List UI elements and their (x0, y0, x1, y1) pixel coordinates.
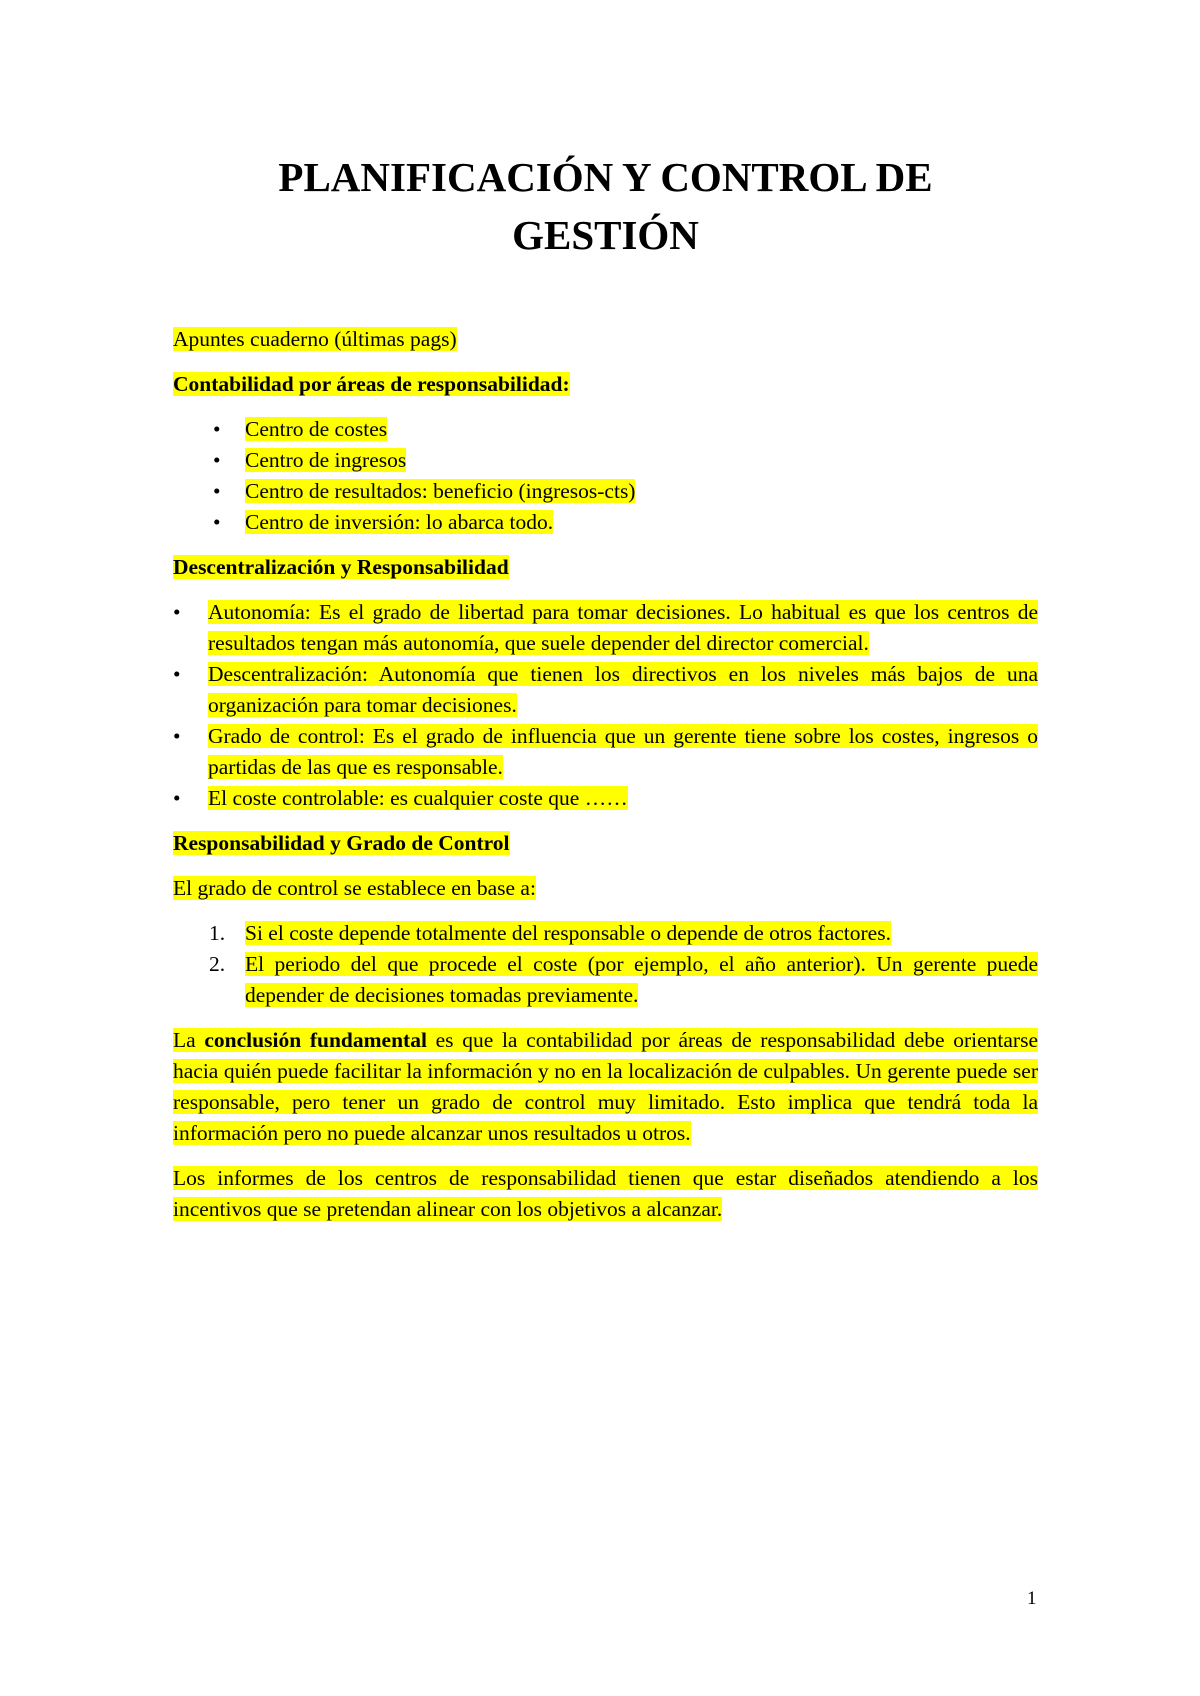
conclusion-rest: es que la contabilidad por áreas de responsabilidad debe orientarse hacia quién puede facilitar la información y no en la localización de culpables. Un gerente puede ser responsable, pero tener un grado de control muy limitado. Esto implica que tendrá toda la información pero no puede alcanzar unos resultados u otros. (173, 1028, 1038, 1145)
conclusion-paragraph (173, 1025, 1038, 1149)
list-item (173, 918, 1038, 949)
list-item-text: El coste controlable: es cualquier coste que …… (208, 786, 628, 810)
bullet-icon: • (213, 510, 221, 534)
section-heading-text: Responsabilidad y Grado de Control (173, 831, 510, 855)
list-item (173, 507, 1038, 538)
list-item (173, 721, 1038, 783)
title-line-1: PLANIFICACIÓN Y CONTROL DE (278, 154, 933, 200)
list-item-text: Centro de inversión: lo abarca todo. (245, 510, 554, 534)
list-item (173, 597, 1038, 659)
final-paragraph (173, 1163, 1038, 1225)
list-item-text: Si el coste depende totalmente del responsable o depende de otros factores. (245, 921, 891, 945)
list-item (173, 783, 1038, 814)
title-line-2: GESTIÓN (512, 212, 699, 258)
bullet-icon: • (213, 448, 221, 472)
conclusion-prefix: La (173, 1028, 205, 1052)
responsibility-centers-list (173, 414, 1038, 538)
list-item-text: El periodo del que procede el coste (por ejemplo, el año anterior). Un gerente puede depender de decisiones tomadas previamente. (245, 952, 1038, 1007)
decentralization-list (173, 597, 1038, 814)
list-item-text: Centro de resultados: beneficio (ingresos-cts) (245, 479, 636, 503)
bullet-icon: • (213, 417, 221, 441)
conclusion-bold: conclusión fundamental (204, 1028, 427, 1052)
control-intro-text: El grado de control se establece en base a: (173, 876, 536, 900)
list-number: 1. (209, 921, 226, 945)
section-heading-text: Descentralización y Responsabilidad (173, 555, 509, 579)
notes-source (173, 324, 1038, 355)
section-heading-responsibility-areas (173, 369, 1038, 400)
list-item-text: Grado de control: Es el grado de influencia que un gerente tiene sobre los costes, ingresos o partidas de las que es responsable. (208, 724, 1038, 779)
list-item (173, 476, 1038, 507)
control-intro (173, 873, 1038, 904)
list-item (173, 445, 1038, 476)
list-item (173, 414, 1038, 445)
bullet-icon: • (173, 786, 181, 810)
document-page (173, 0, 1038, 1225)
page-number: 1 (1027, 1588, 1037, 1609)
document-title (173, 148, 1038, 264)
control-factors-list (173, 918, 1038, 1011)
notes-source-text: Apuntes cuaderno (últimas pags) (173, 327, 457, 351)
list-item-text: Centro de costes (245, 417, 388, 441)
bullet-icon: • (213, 479, 221, 503)
list-item (173, 949, 1038, 1011)
list-item-text: Autonomía: Es el grado de libertad para tomar decisiones. Lo habitual es que los centros de resultados tengan más autonomía, que suele depender del director comercial. (208, 600, 1038, 655)
list-item (173, 659, 1038, 721)
bullet-icon: • (173, 600, 181, 624)
list-item-text: Descentralización: Autonomía que tienen los directivos en los niveles más bajos de una organización para tomar decisiones. (208, 662, 1038, 717)
list-item-text: Centro de ingresos (245, 448, 407, 472)
final-paragraph-text: Los informes de los centros de responsabilidad tienen que estar diseñados atendiendo a los incentivos que se pretendan alinear con los objetivos a alcanzar. (173, 1166, 1038, 1221)
bullet-icon: • (173, 724, 181, 748)
section-heading-control (173, 828, 1038, 859)
list-number: 2. (209, 952, 226, 976)
section-heading-decentralization (173, 552, 1038, 583)
section-heading-text: Contabilidad por áreas de responsabilidad: (173, 372, 570, 396)
bullet-icon: • (173, 662, 181, 686)
